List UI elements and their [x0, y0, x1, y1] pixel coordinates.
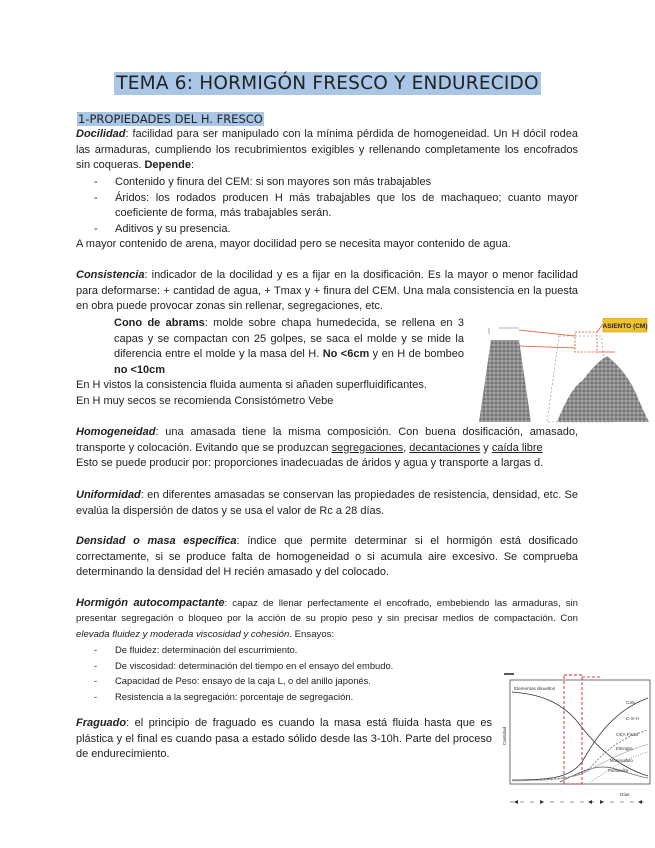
densidad-paragraph: Densidad o masa específica: índice que permite determinar si el hormigón está dosificado correctamente, si se produce falta de homogeneidad o si acumula aire excesivo. Se comprueba determinando la densidad del H recién amasado y del colocado.: [76, 535, 578, 579]
page-title: TEMA 6: HORMIGÓN FRESCO Y ENDURECIDO: [116, 73, 539, 94]
list-item: - Resistencia a la segregación: porcentaje de segregación.: [90, 689, 490, 705]
cone-molded-shape: [479, 340, 531, 422]
abrams-paragraph: Cono de abrams: molde sobre chapa humedecida, se rellena en 3 capas y se compactan con 25 golpes, se saca el molde y se mide la diferencia entre el molde y la masa del H. No <6cm y en H de bombeo no <10cm: [114, 317, 464, 376]
series-label-ettringita: Ettringita: [616, 746, 633, 751]
list-item: - De fluidez: determinación del escurrimiento.: [90, 642, 490, 658]
consistencia-line-2: En H muy secos se recomienda Consistómetro Vebe: [76, 395, 334, 407]
series-label-monosulfato: Monosulfato: [610, 758, 633, 763]
fraguado-term: Fraguado: [76, 717, 127, 729]
slumped-concrete-shape: [557, 356, 649, 422]
list-item: - De viscosidad: determinación del tiempo en el ensayo del embudo.: [90, 658, 490, 674]
fraguado-paragraph: Fraguado: el principio de fraguado es cuando la masa está fluida hasta que es plástica y el final es cuando pasa a estado sólido desde las 3-10h. Parte del proceso de endurecimiento.: [76, 717, 492, 761]
autocompactante-term: Hormigón autocompactante: [76, 597, 225, 609]
list-item: - Aditivos y su presencia.: [90, 222, 578, 238]
docilidad-note: A mayor contenido de arena, mayor docilidad pero se necesita mayor contenido de agua.: [76, 238, 511, 250]
asiento-label: ASIENTO (CM): [602, 323, 648, 330]
x-axis-label: Días: [620, 792, 630, 797]
autocompactante-paragraph: Hormigón autocompactante: capaz de llenar perfectamente el encofrado, embebiendo las armaduras, sin presentar segregación o bloqueo por la acción de su propio peso y sin precisar medios de compactación. Con elevada fluidez y moderada viscosidad y cohesión. Ensayos:: [76, 597, 578, 640]
consistencia-line-1: En H vistos la consistencia fluida aumenta si añaden superfluidificantes.: [76, 379, 427, 391]
docilidad-term: Docilidad: [76, 128, 126, 140]
y-axis-label: Cantidad: [502, 726, 507, 746]
homogeneidad-term: Homogeneidad: [76, 426, 156, 438]
densidad-term: Densidad o masa específica: [76, 535, 237, 547]
list-item: - Contenido y finura del CEM: si son mayores son más trabajables: [90, 175, 578, 191]
series-label-portlandita: Portlandita: [608, 768, 629, 773]
list-item: - Áridos: los rodados producen H más trabajables que los de machaqueo; cuanto mayor coeficiente de forma, más trabajables serán.: [90, 191, 578, 222]
series-label-c4afh13: C4(A,F)H13: [616, 732, 639, 737]
uniformidad-term: Uniformidad: [76, 489, 141, 501]
slump-test-figure: [479, 318, 649, 424]
hydration-chart: [500, 672, 652, 812]
homogeneidad-paragraph: Homogeneidad: una amasada tiene la misma composición. Con buena dosificación, amasado, transporte y colocación. Evitando que se produzcan segregaciones, decantaciones y caída libre Esto se puede producir por: proporciones inadecuadas de áridos y agua y transporte a largas d.: [76, 426, 578, 470]
series-label-csh: C-S-H: [626, 716, 639, 721]
series-label-elementos: Elementos disueltos: [514, 686, 556, 691]
series-label-c3s: C3S: [626, 700, 635, 705]
autocompactante-list: [90, 642, 490, 704]
uniformidad-paragraph: Uniformidad: en diferentes amasadas se conservan las propiedades de resistencia, densidad, etc. Se evalúa la dispersión de datos y se usa el valor de Rc a 28 días.: [76, 489, 578, 517]
consistencia-term: Consistencia: [76, 269, 145, 281]
list-item: - Capacidad de Peso: ensayo de la caja L, o del anillo japonés.: [90, 673, 490, 689]
docilidad-list: [90, 175, 578, 237]
consistencia-paragraph: Consistencia: indicador de la docilidad y es a fijar en la dosificación. Es la mayor o menor facilidad para deformarse: + cantidad de agua, + Tmax y + finura del CEM. Una mala consistencia en la puesta en obra puede provocar zonas sin rellenar, segregaciones, etc.: [76, 269, 578, 313]
docilidad-paragraph: Docilidad: facilidad para ser manipulado con la mínima pérdida de homogeneidad. Un H dócil rodea las armaduras, cumpliendo los recubrimientos exigibles y rellenando completamente los encofrados sin coqueras. Depende:: [76, 128, 578, 172]
section-heading: 1-PROPIEDADES DEL H. FRESCO: [78, 112, 263, 126]
